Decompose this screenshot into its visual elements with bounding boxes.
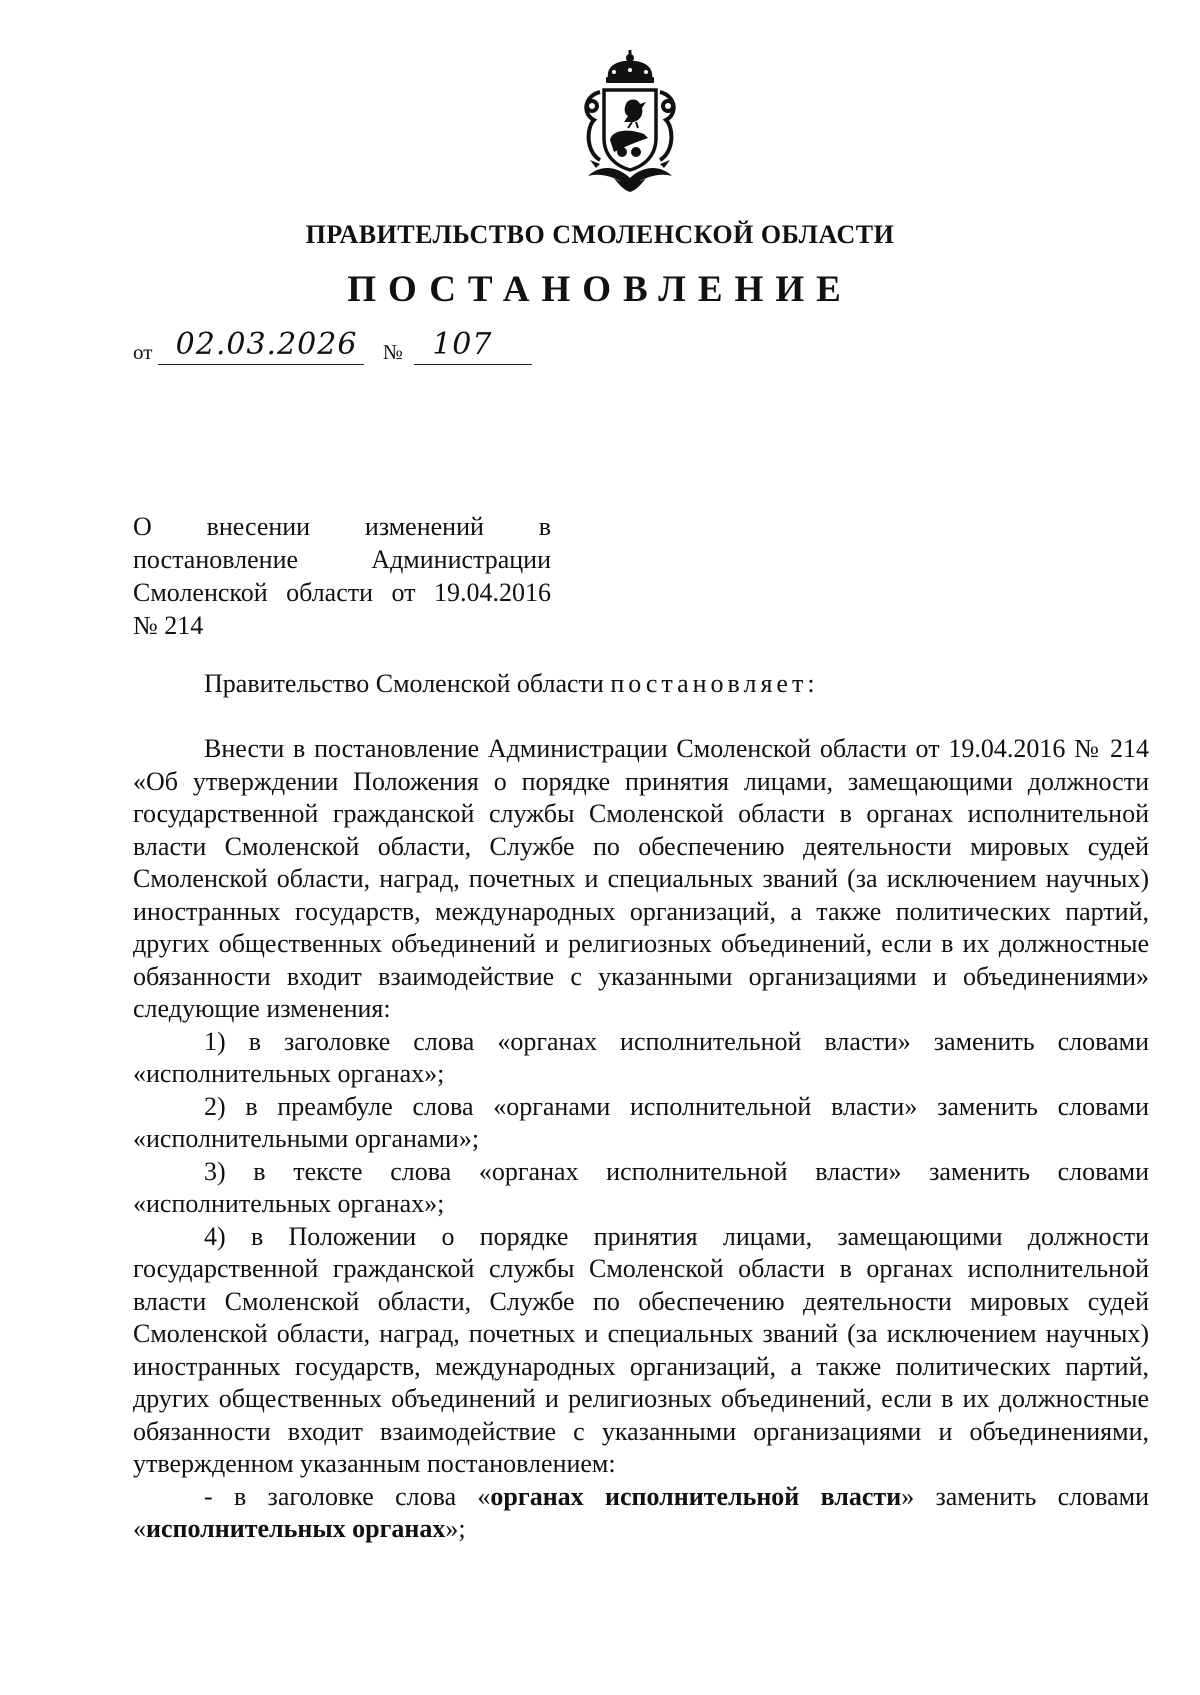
handwritten-number: 107	[432, 327, 493, 362]
amendment-subitem	[133, 1481, 1149, 1546]
amendment-item: 1) в заголовке слова «органах исполнительной власти» заменить словами «исполнительных органах»;	[133, 1026, 1149, 1088]
subject-line: № 214	[133, 611, 204, 640]
number-field	[414, 327, 532, 365]
document-type-title: ПОСТАНОВЛЕНИЕ	[347, 269, 853, 310]
date-label: от	[133, 340, 153, 364]
subject-line: постановление Администрации	[133, 545, 551, 574]
subitem-text: - в заголовке слова «	[204, 1481, 491, 1511]
subitem-text: » заменить словами «	[133, 1481, 1150, 1543]
body-paragraph: Внести в постановление Администрации Смоленской области от 19.04.2016 № 214 «Об утверждении Положения о порядке принятия лицами, замещающими должности государственной гражданской службы Смоленской области в органах исполнительной власти Смоленской области, Службе по обеспечению деятельности мировых судей Смоленской области, наград, почетных и специальных званий (за исключением научных) иностранных государств, международных организаций, а также политических партий, других общественных объединений и религиозных объединений, если в их должностные обязанности входит взаимодействие с указанными организациями и объединениями» следующие изменения:	[133, 734, 1149, 1023]
document-body	[133, 733, 1149, 1546]
subitem-bold-text: исполнительных органах	[146, 1514, 446, 1543]
subitem-bold-text: органах исполнительной власти	[490, 1481, 902, 1511]
amendment-item: 2) в преамбуле слова «органами исполнительной власти» заменить словами «исполнительными органами»;	[133, 1091, 1149, 1153]
registration-line	[133, 327, 532, 365]
enacting-clause	[204, 669, 819, 699]
subject-line: О внесении изменений в	[133, 512, 551, 541]
amendment-item: 3) в тексте слова «органах исполнительной власти» заменить словами «исполнительных органах»;	[133, 1156, 1149, 1218]
number-label: №	[382, 340, 403, 364]
enacting-clause-verb: постановляет:	[610, 669, 819, 698]
date-field	[158, 327, 364, 365]
organization-title: ПРАВИТЕЛЬСТВО СМОЛЕНСКОЙ ОБЛАСТИ	[305, 220, 895, 249]
subitem-text: »;	[445, 1514, 466, 1543]
subject-line: Смоленской области от 19.04.2016	[133, 578, 551, 607]
subject-block	[133, 510, 551, 642]
enacting-clause-text: Правительство Смоленской области	[204, 669, 604, 698]
handwritten-date: 02.03.2026	[175, 327, 358, 362]
coat-of-arms-icon	[566, 48, 694, 193]
amendment-item: 4) в Положении о порядке принятия лицами, замещающими должности государственной гражданской службы Смоленской области в органах исполнительной власти Смоленской области, Службе по обеспечению деятельности мировых судей Смоленской области, наград, почетных и специальных званий (за исключением научных) иностранных государств, международных организаций, а также политических партий, других общественных объединений и религиозных объединений, если в их должностные обязанности входит взаимодействие с указанными организациями и объединениями, утвержденном указанным постановлением:	[133, 1221, 1149, 1478]
